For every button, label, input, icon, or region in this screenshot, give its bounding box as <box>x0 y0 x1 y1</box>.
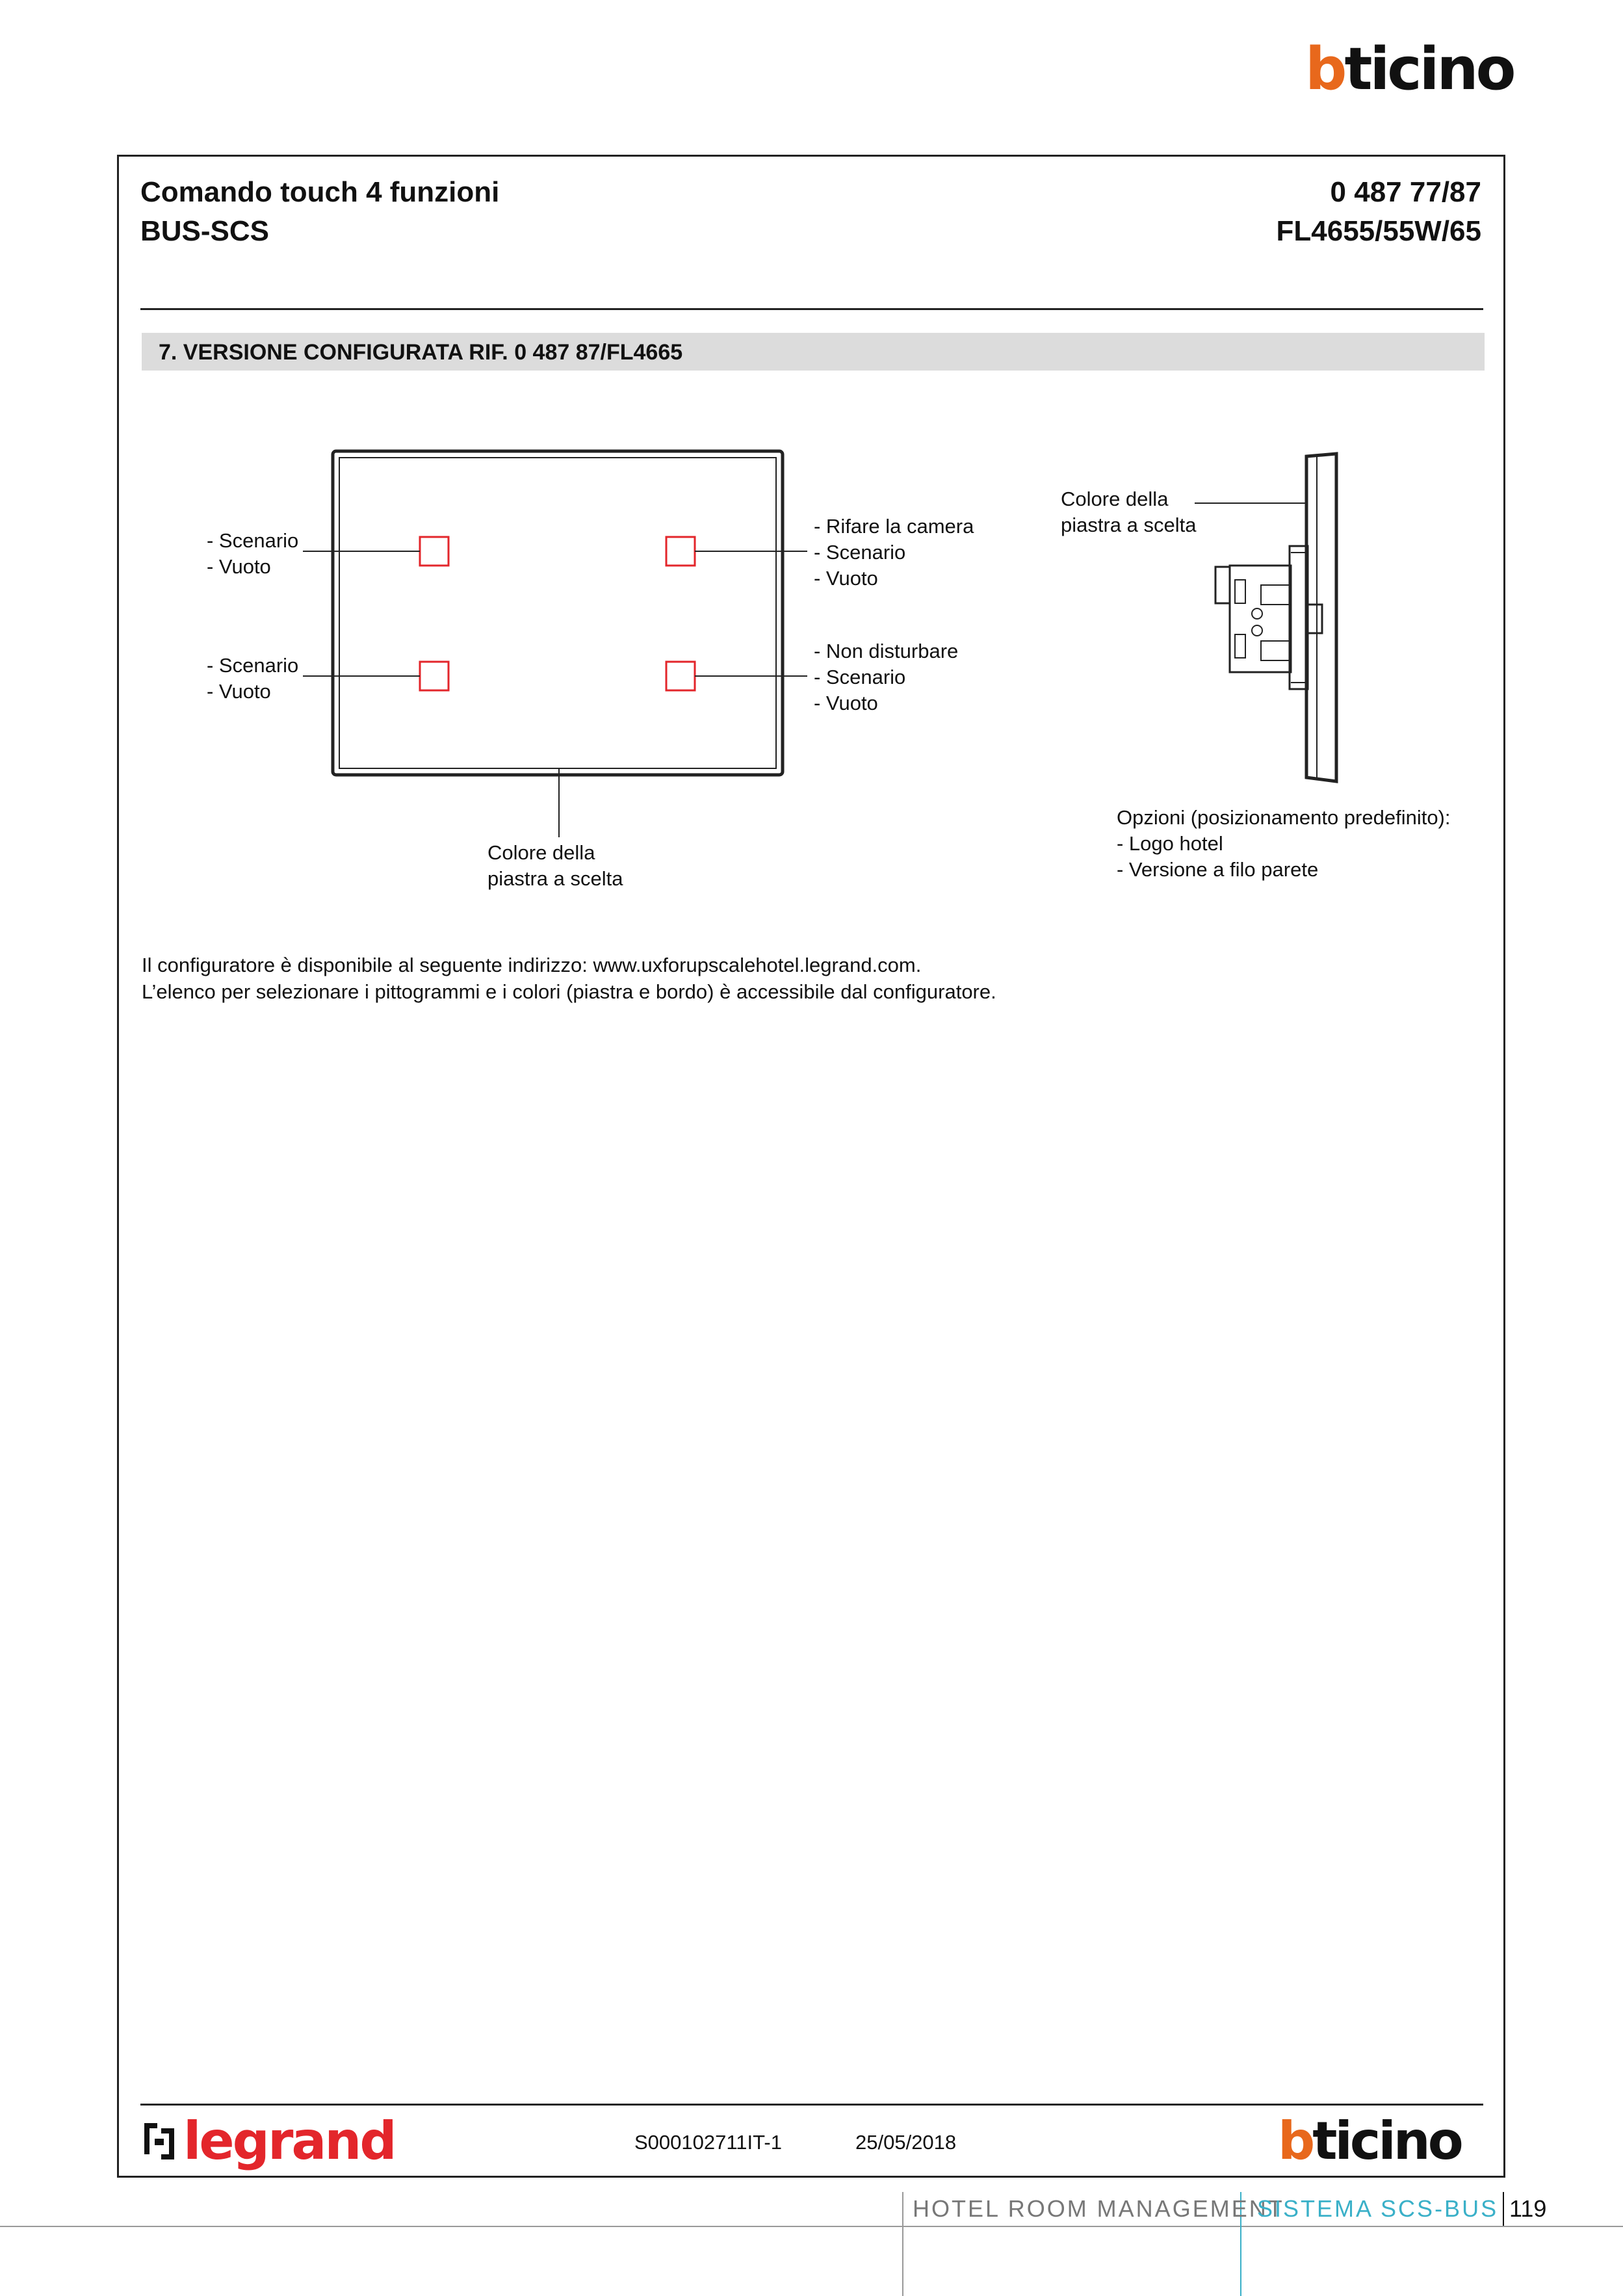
legrand-symbol-icon <box>142 2120 177 2162</box>
label-options <box>1117 805 1451 883</box>
bticino-logo-footer <box>1278 2111 1461 2171</box>
document-code: S000102711IT-1 <box>634 2131 782 2154</box>
label-left-bottom-line1: - Scenario <box>207 654 299 677</box>
label-side-plate-color-line2: piastra a scelta <box>1061 514 1197 536</box>
product-title-line1: Comando touch 4 funzioni <box>140 176 500 208</box>
label-side-plate-color <box>1061 486 1197 538</box>
band-system-name: SISTEMA SCS-BUS <box>1257 2195 1499 2222</box>
footer-divider <box>140 2104 1483 2106</box>
label-options-line3: - Versione a filo parete <box>1117 858 1319 881</box>
legrand-logo <box>142 2111 395 2171</box>
bticino-footer-b: b <box>1278 2111 1313 2171</box>
note-line1: Il configuratore è disponibile al seguente indirizzo: www.uxforupscalehotel.legrand.com. <box>142 954 922 976</box>
product-title-line2: BUS-SCS <box>140 215 270 247</box>
band-separator-1 <box>902 2192 903 2296</box>
label-right-bottom-line3: - Vuoto <box>814 692 878 714</box>
label-left-top-line1: - Scenario <box>207 529 299 552</box>
page-number: 119 <box>1509 2195 1547 2222</box>
label-right-bottom-line2: - Scenario <box>814 666 906 688</box>
label-plate-color-line1: Colore della <box>487 841 595 864</box>
side-view-diagram <box>0 0 1623 943</box>
label-plate-color-line2: piastra a scelta <box>487 867 623 890</box>
section-title: 7. VERSIONE CONFIGURATA RIF. 0 487 87/FL4665 <box>159 340 683 365</box>
label-options-line2: - Logo hotel <box>1117 832 1223 855</box>
note-line2: L’elenco per selezionare i pittogrammi e i colori (piastra e bordo) è accessibile dal configuratore. <box>142 980 996 1003</box>
document-date: 25/05/2018 <box>855 2131 957 2154</box>
label-left-bottom-line2: - Vuoto <box>207 680 271 703</box>
band-line <box>0 2226 1623 2227</box>
product-code-line2: FL4655/55W/65 <box>1276 215 1481 247</box>
label-right-top-line2: - Scenario <box>814 541 906 564</box>
label-right-top-line1: - Rifare la camera <box>814 515 974 538</box>
label-right-top-line3: - Vuoto <box>814 567 878 590</box>
band-section-name: HOTEL ROOM MANAGEMENT <box>913 2195 1284 2222</box>
product-code-line1: 0 487 77/87 <box>1330 176 1481 208</box>
configurator-notes <box>142 952 996 1005</box>
label-options-line1: Opzioni (posizionamento predefinito): <box>1117 806 1451 829</box>
bticino-logo-rest: ticino <box>1344 35 1514 103</box>
bticino-footer-rest: ticino <box>1312 2111 1461 2171</box>
label-left-top-line2: - Vuoto <box>207 555 271 578</box>
bticino-logo-b: b <box>1305 35 1345 103</box>
legrand-wordmark: legrand <box>183 2111 395 2171</box>
label-right-bottom-line1: - Non disturbare <box>814 640 959 662</box>
label-side-plate-color-line1: Colore della <box>1061 488 1169 510</box>
band-separator-3 <box>1503 2192 1504 2226</box>
